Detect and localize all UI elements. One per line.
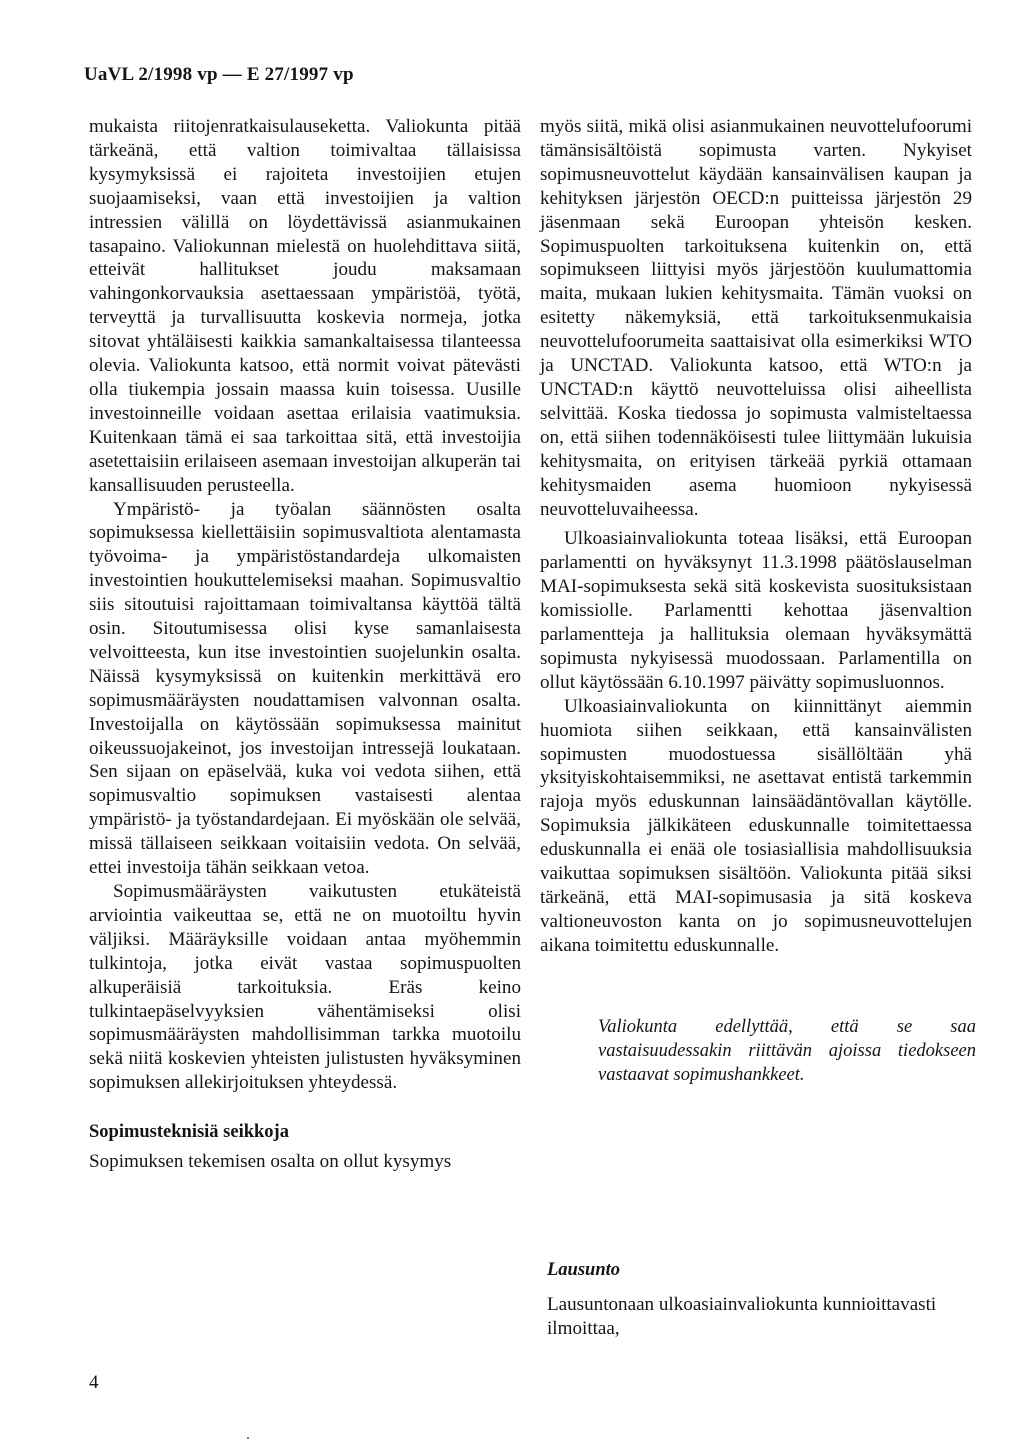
left-column (89, 115, 521, 1174)
body-paragraph: mukaista riitojenratkaisulauseketta. Valiokunta pitää tärkeänä, että valtion toimivaltaa tällaisissa kysymyksissä ei rajoiteta investoijien etujen suojaamiseksi, vaan että investoijien ja valtion intressien välillä on löydettävissä asianmukainen tasapaino. Valiokunnan mielestä on huolehdittava siitä, etteivät hallitukset joudu maksamaan vahingonkorvauksia asettaessaan ympäristöä, työtä, terveyttä ja turvallisuutta koskevia normeja, jotka sitovat yhtäläisesti kaikkia samankaltaisessa tilanteessa olevia. Valiokunta katsoo, että normit voivat pätevästi olla tiukempia jossain maassa kuin toisessa. Uusille investoinneille voidaan asettaa erilaisia vaatimuksia. Kuitenkaan tämä ei saa tarkoittaa sitä, että investoijia asetettaisiin erilaiseen asemaan investoijan alkuperän tai kansallisuuden perusteella. (89, 116, 521, 496)
right-column (540, 115, 972, 958)
scan-speck (247, 1437, 249, 1439)
body-paragraph: Ympäristö- ja työalan säännösten osalta sopimuksessa kiellettäisiin sopimusvaltiota alentamasta työvoima- ja ympäristöstandardeja ulkomaisten investointien houkuttelemiseksi maahan. Sopimusvaltio siis sitoutuisi rajoittamaan toimivaltansa käyttöä tältä osin. Sitoutumisessa olisi kyse samanlaisesta velvoitteesta, kun itse investointien suojelunkin osalta. Näissä kysymyksissä on kuitenkin merkittävä ero sopimusmääräysten noudattamisen valvonnan osalta. Investoijalla on käytössään sopimuksessa mainitut oikeussuojakeinot, jos investoijan intressejä loukataan. Sen sijaan on epäselvää, kuka voi vedota siihen, että sopimusvaltio sopimuksen vastaisesti alentaa ympäristö- ja työstandardejaan. Ei myöskään ole selvää, missä tällaiseen seikkaan voitaisiin vedota. On selvää, ettei investoija tähän seikkaan vetoa. (89, 498, 521, 879)
body-paragraph: Ulkoasiainvaliokunta on kiinnittänyt aiemmin huomiota siihen seikkaan, että kansainvälisten sopimusten muodostuessa sisällöltään yhä yksityiskohtaisemmiksi, ne asettavat entistä tarkemmin rajoja myös eduskunnan lainsäädäntövallan käytölle. Sopimuksia jälkikäteen eduskunnalle toimitettaessa eduskunnalla ei enää ole tosiasiallisia mahdollisuuksia vaikuttaa sopimuksen sisältöön. Valiokunta pitää siksi tärkeänä, että MAI-sopimusasia ja sitä koskeva valtioneuvoston kanta on jo sopimusneuvottelujen aikana toimitettu eduskunnalle. (540, 695, 972, 956)
body-paragraph: myös siitä, mikä olisi asianmukainen neuvottelufoorumi tämänsisältöistä sopimusta varten. Nykyiset sopimusneuvottelut käydään kansainvälisen kaupan ja kehityksen järjestön OECD:n puitteissa järjestön 29 jäsenmaan sekä Euroopan yhteisön kesken. Sopimuspuolten tarkoituksena kuitenkin on, että sopimukseen liittyisi myös järjestöön kuulumattomia maita, mukaan lukien kehitysmaita. Tämän vuoksi on esitetty näkemyksiä, että tarkoituksenmukaisia neuvottelufoorumeita saattaisivat olla esimerkiksi WTO ja UNCTAD. Valiokunta katsoo, että WTO:n ja UNCTAD:n käyttö neuvotteluissa olisi aiheellista selvittää. Koska tiedossa jo sopimusta valmisteltaessa on, että siihen todennäköisesti tulee liittymään lukuisia kehitysmaita, on erityisen tärkeää pyrkiä ottamaan kehitysmaiden asema huomioon nykyisessä neuvotteluvaiheessa. (540, 116, 972, 520)
body-paragraph: Sopimuksen tekemisen osalta on ollut kysymys (89, 1151, 452, 1173)
lausunto-text: Lausuntonaan ulkoasiainvaliokunta kunnioittavasti ilmoittaa, (547, 1294, 937, 1339)
body-paragraph: Ulkoasiainvaliokunta toteaa lisäksi, että Euroopan parlamentti on hyväksynyt 11.3.1998 päätöslauselman MAI-sopimuksesta sekä sitä koskevista suosituksistaan komissiolle. Parlamentti kehottaa jäsenvaltion parlamentteja ja hallituksia olemaan hyväksymättä sopimusta nykyisessä muodossaan. Parlamentilla on ollut käytössään 6.10.1997 päivätty sopimusluonnos. (540, 528, 972, 693)
body-paragraph: Sopimusmääräysten vaikutusten etukäteistä arviointia vaikeuttaa se, että ne on muotoiltu hyvin väljiksi. Määräyksille voidaan antaa myöhemmin tulkintoja, jotka eivät vastaa sopimuspuolten alkuperäisiä tarkoituksia. Eräs keino tulkintaepäselvyyksien vähentämiseksi olisi sopimusmääräysten mahdollisimman tarkka muotoilu sekä niitä koskevien yhteisten julistusten hyväksyminen sopimuksen allekirjoituksen yhteydessä. (89, 881, 521, 1094)
committee-statement: Valiokunta edellyttää, että se saa vastaisuudessakin riittävän ajoissa tiedokseen vastaavat sopimushankkeet. (598, 1017, 976, 1085)
page-number: 4 (89, 1372, 99, 1393)
lausunto-heading: Lausunto (547, 1260, 621, 1280)
section-heading: Sopimusteknisiä seikkoja (89, 1122, 289, 1143)
running-header: UaVL 2/1998 vp — E 27/1997 vp (84, 64, 354, 85)
